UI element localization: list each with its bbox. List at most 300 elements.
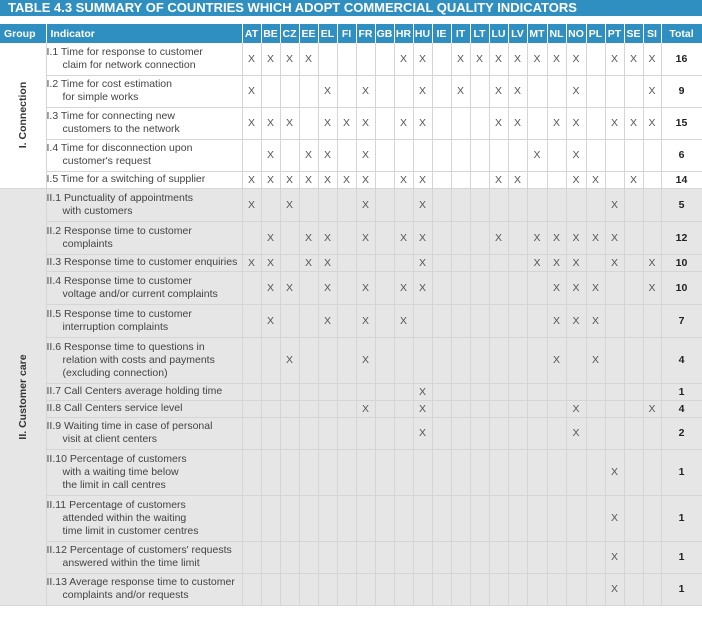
header-country-no: NO bbox=[566, 24, 586, 43]
mark-cell-pt bbox=[605, 171, 624, 188]
table-row bbox=[0, 43, 702, 75]
mark-cell-lu: X bbox=[489, 75, 508, 107]
mark-cell-pl bbox=[586, 449, 605, 495]
mark-cell-fr bbox=[356, 417, 375, 449]
mark-cell-se bbox=[624, 139, 643, 171]
mark-cell-si bbox=[643, 541, 661, 573]
indicator-text: the limit in call centres bbox=[62, 478, 166, 491]
mark-cell-hr bbox=[394, 75, 413, 107]
mark-cell-lv bbox=[508, 573, 527, 605]
mark-cell-pt bbox=[605, 337, 624, 383]
mark-cell-gb bbox=[375, 107, 394, 139]
mark-cell-fr: X bbox=[356, 75, 375, 107]
table-row bbox=[0, 188, 702, 221]
mark-cell-se bbox=[624, 188, 643, 221]
mark-cell-pl bbox=[586, 400, 605, 417]
mark-cell-pl bbox=[586, 75, 605, 107]
mark-cell-pl: X bbox=[586, 337, 605, 383]
mark-cell-hr bbox=[394, 337, 413, 383]
mark-cell-lu bbox=[489, 254, 508, 271]
mark-cell-lv bbox=[508, 417, 527, 449]
mark-cell-fi bbox=[337, 449, 356, 495]
mark-cell-nl bbox=[547, 417, 566, 449]
mark-cell-lt bbox=[470, 400, 489, 417]
header-country-cz: CZ bbox=[280, 24, 299, 43]
mark-cell-si: X bbox=[643, 75, 661, 107]
indicator-text: for simple works bbox=[62, 91, 139, 103]
total-cell: 16 bbox=[661, 43, 702, 75]
table-row bbox=[0, 383, 702, 400]
mark-cell-hu bbox=[413, 573, 432, 605]
mark-cell-hu: X bbox=[413, 254, 432, 271]
group-cell bbox=[0, 43, 46, 188]
mark-cell-pt bbox=[605, 75, 624, 107]
mark-cell-lu bbox=[489, 417, 508, 449]
indicator-text: relation with costs and payments bbox=[62, 353, 215, 366]
mark-cell-se: X bbox=[624, 171, 643, 188]
indicator-text: II.7 Call Centers average holding time bbox=[46, 385, 223, 397]
indicator-text: II.12 Percentage of customers' requests bbox=[46, 544, 232, 556]
mark-cell-ee bbox=[299, 449, 318, 495]
mark-cell-at bbox=[242, 337, 261, 383]
mark-cell-gb bbox=[375, 541, 394, 573]
mark-cell-it bbox=[451, 107, 470, 139]
mark-cell-mt bbox=[527, 75, 547, 107]
indicator-cell bbox=[46, 495, 242, 541]
mark-cell-hu: X bbox=[413, 271, 432, 304]
table-row bbox=[0, 400, 702, 417]
mark-cell-lv bbox=[508, 541, 527, 573]
mark-cell-it bbox=[451, 254, 470, 271]
mark-cell-fi bbox=[337, 541, 356, 573]
mark-cell-ie bbox=[432, 383, 451, 400]
mark-cell-nl: X bbox=[547, 304, 566, 337]
mark-cell-nl: X bbox=[547, 271, 566, 304]
mark-cell-fi bbox=[337, 383, 356, 400]
mark-cell-hr bbox=[394, 495, 413, 541]
mark-cell-nl: X bbox=[547, 221, 566, 254]
mark-cell-pl bbox=[586, 383, 605, 400]
mark-cell-si bbox=[643, 188, 661, 221]
mark-cell-pt: X bbox=[605, 495, 624, 541]
mark-cell-be bbox=[261, 417, 280, 449]
mark-cell-mt bbox=[527, 573, 547, 605]
mark-cell-be bbox=[261, 573, 280, 605]
header-country-ie: IE bbox=[432, 24, 451, 43]
mark-cell-lu bbox=[489, 139, 508, 171]
mark-cell-si bbox=[643, 221, 661, 254]
mark-cell-el bbox=[318, 495, 337, 541]
mark-cell-mt bbox=[527, 337, 547, 383]
indicator-text: with a waiting time below bbox=[62, 465, 179, 478]
mark-cell-nl bbox=[547, 188, 566, 221]
mark-cell-lv: X bbox=[508, 171, 527, 188]
mark-cell-ie bbox=[432, 75, 451, 107]
table-body bbox=[0, 43, 702, 605]
mark-cell-it bbox=[451, 417, 470, 449]
mark-cell-hr: X bbox=[394, 171, 413, 188]
mark-cell-pt: X bbox=[605, 43, 624, 75]
mark-cell-it bbox=[451, 171, 470, 188]
mark-cell-se bbox=[624, 337, 643, 383]
mark-cell-ee: X bbox=[299, 171, 318, 188]
mark-cell-se bbox=[624, 304, 643, 337]
mark-cell-hr: X bbox=[394, 304, 413, 337]
indicator-cell bbox=[46, 573, 242, 605]
mark-cell-si bbox=[643, 383, 661, 400]
indicator-text: interruption complaints bbox=[62, 320, 169, 333]
mark-cell-mt bbox=[527, 171, 547, 188]
mark-cell-hu bbox=[413, 449, 432, 495]
mark-cell-be bbox=[261, 541, 280, 573]
mark-cell-cz bbox=[280, 139, 299, 171]
mark-cell-lv bbox=[508, 221, 527, 254]
mark-cell-lu bbox=[489, 541, 508, 573]
mark-cell-lv bbox=[508, 254, 527, 271]
indicator-text: II.3 Response time to customer enquiries bbox=[46, 256, 238, 268]
mark-cell-lu: X bbox=[489, 43, 508, 75]
mark-cell-pt: X bbox=[605, 188, 624, 221]
mark-cell-mt: X bbox=[527, 221, 547, 254]
header-country-pt: PT bbox=[605, 24, 624, 43]
total-cell: 4 bbox=[661, 337, 702, 383]
mark-cell-fr: X bbox=[356, 271, 375, 304]
mark-cell-pl: X bbox=[586, 271, 605, 304]
mark-cell-nl: X bbox=[547, 337, 566, 383]
mark-cell-fi bbox=[337, 188, 356, 221]
mark-cell-lu bbox=[489, 400, 508, 417]
mark-cell-fi bbox=[337, 254, 356, 271]
total-cell: 15 bbox=[661, 107, 702, 139]
mark-cell-se bbox=[624, 541, 643, 573]
mark-cell-at: X bbox=[242, 107, 261, 139]
indicator-text: II.8 Call Centers service level bbox=[46, 402, 183, 414]
mark-cell-lt bbox=[470, 449, 489, 495]
mark-cell-nl bbox=[547, 495, 566, 541]
mark-cell-ee: X bbox=[299, 221, 318, 254]
mark-cell-be bbox=[261, 383, 280, 400]
mark-cell-fi bbox=[337, 271, 356, 304]
indicator-text: complaints bbox=[62, 237, 113, 250]
mark-cell-ie bbox=[432, 417, 451, 449]
mark-cell-lu: X bbox=[489, 221, 508, 254]
mark-cell-fi bbox=[337, 304, 356, 337]
mark-cell-el bbox=[318, 417, 337, 449]
table-row bbox=[0, 541, 702, 573]
mark-cell-pt: X bbox=[605, 221, 624, 254]
mark-cell-be: X bbox=[261, 221, 280, 254]
mark-cell-ie bbox=[432, 254, 451, 271]
mark-cell-lt bbox=[470, 254, 489, 271]
mark-cell-at bbox=[242, 449, 261, 495]
indicator-cell bbox=[46, 449, 242, 495]
indicator-text: complaints and/or requests bbox=[62, 589, 189, 601]
mark-cell-fr: X bbox=[356, 171, 375, 188]
mark-cell-lt bbox=[470, 304, 489, 337]
mark-cell-cz bbox=[280, 383, 299, 400]
table-row bbox=[0, 449, 702, 495]
mark-cell-mt bbox=[527, 271, 547, 304]
mark-cell-fi bbox=[337, 495, 356, 541]
mark-cell-gb bbox=[375, 304, 394, 337]
mark-cell-fr: X bbox=[356, 337, 375, 383]
mark-cell-hr bbox=[394, 139, 413, 171]
mark-cell-gb bbox=[375, 75, 394, 107]
indicator-cell bbox=[46, 383, 242, 400]
mark-cell-be bbox=[261, 495, 280, 541]
mark-cell-hu: X bbox=[413, 383, 432, 400]
mark-cell-no bbox=[566, 573, 586, 605]
mark-cell-hr bbox=[394, 417, 413, 449]
mark-cell-pt bbox=[605, 383, 624, 400]
header-country-hr: HR bbox=[394, 24, 413, 43]
header-country-fi: FI bbox=[337, 24, 356, 43]
mark-cell-fi bbox=[337, 43, 356, 75]
mark-cell-cz: X bbox=[280, 188, 299, 221]
indicator-text: II.11 Percentage of customers bbox=[46, 498, 186, 511]
mark-cell-mt bbox=[527, 449, 547, 495]
mark-cell-pt: X bbox=[605, 107, 624, 139]
mark-cell-gb bbox=[375, 383, 394, 400]
mark-cell-el: X bbox=[318, 75, 337, 107]
mark-cell-el: X bbox=[318, 171, 337, 188]
mark-cell-hr bbox=[394, 541, 413, 573]
mark-cell-fi bbox=[337, 400, 356, 417]
mark-cell-lv bbox=[508, 139, 527, 171]
table-row bbox=[0, 417, 702, 449]
mark-cell-it bbox=[451, 495, 470, 541]
header-country-hu: HU bbox=[413, 24, 432, 43]
mark-cell-gb bbox=[375, 188, 394, 221]
mark-cell-lu bbox=[489, 271, 508, 304]
mark-cell-no bbox=[566, 449, 586, 495]
mark-cell-pl bbox=[586, 188, 605, 221]
mark-cell-hu: X bbox=[413, 75, 432, 107]
header-country-lv: LV bbox=[508, 24, 527, 43]
mark-cell-se bbox=[624, 449, 643, 495]
total-cell: 7 bbox=[661, 304, 702, 337]
header-country-nl: NL bbox=[547, 24, 566, 43]
header-total: Total bbox=[661, 24, 702, 43]
mark-cell-ie bbox=[432, 495, 451, 541]
indicator-text: customers to the network bbox=[62, 123, 180, 135]
mark-cell-se bbox=[624, 254, 643, 271]
mark-cell-be bbox=[261, 188, 280, 221]
header-country-at: AT bbox=[242, 24, 261, 43]
indicator-text: II.4 Response time to customer bbox=[46, 274, 192, 287]
header-group: Group bbox=[0, 24, 46, 43]
mark-cell-lt bbox=[470, 107, 489, 139]
mark-cell-nl: X bbox=[547, 43, 566, 75]
mark-cell-fr bbox=[356, 449, 375, 495]
mark-cell-el bbox=[318, 573, 337, 605]
mark-cell-cz bbox=[280, 221, 299, 254]
mark-cell-se bbox=[624, 221, 643, 254]
mark-cell-no: X bbox=[566, 271, 586, 304]
mark-cell-lt bbox=[470, 541, 489, 573]
mark-cell-ee: X bbox=[299, 139, 318, 171]
mark-cell-be bbox=[261, 449, 280, 495]
mark-cell-it bbox=[451, 337, 470, 383]
mark-cell-be: X bbox=[261, 271, 280, 304]
mark-cell-cz: X bbox=[280, 337, 299, 383]
header-country-mt: MT bbox=[527, 24, 547, 43]
mark-cell-gb bbox=[375, 271, 394, 304]
mark-cell-no: X bbox=[566, 139, 586, 171]
mark-cell-cz: X bbox=[280, 43, 299, 75]
mark-cell-fi: X bbox=[337, 107, 356, 139]
indicator-cell bbox=[46, 417, 242, 449]
mark-cell-ie bbox=[432, 43, 451, 75]
mark-cell-se bbox=[624, 400, 643, 417]
table-row bbox=[0, 337, 702, 383]
indicator-cell bbox=[46, 171, 242, 188]
commercial-quality-indicators-table bbox=[0, 24, 702, 606]
mark-cell-be: X bbox=[261, 43, 280, 75]
mark-cell-hr: X bbox=[394, 107, 413, 139]
mark-cell-nl bbox=[547, 75, 566, 107]
mark-cell-fr bbox=[356, 541, 375, 573]
mark-cell-lv bbox=[508, 495, 527, 541]
mark-cell-ee bbox=[299, 495, 318, 541]
mark-cell-el: X bbox=[318, 254, 337, 271]
mark-cell-ie bbox=[432, 107, 451, 139]
mark-cell-no: X bbox=[566, 221, 586, 254]
mark-cell-mt bbox=[527, 400, 547, 417]
mark-cell-pl bbox=[586, 43, 605, 75]
mark-cell-pt bbox=[605, 271, 624, 304]
mark-cell-no: X bbox=[566, 254, 586, 271]
header-country-ee: EE bbox=[299, 24, 318, 43]
mark-cell-no bbox=[566, 337, 586, 383]
mark-cell-it bbox=[451, 541, 470, 573]
mark-cell-gb bbox=[375, 43, 394, 75]
indicator-text: customer's request bbox=[62, 155, 151, 167]
mark-cell-be: X bbox=[261, 139, 280, 171]
indicator-cell bbox=[46, 271, 242, 304]
mark-cell-hr: X bbox=[394, 43, 413, 75]
mark-cell-lt bbox=[470, 271, 489, 304]
mark-cell-hu bbox=[413, 495, 432, 541]
mark-cell-be bbox=[261, 75, 280, 107]
mark-cell-mt: X bbox=[527, 139, 547, 171]
mark-cell-nl: X bbox=[547, 254, 566, 271]
indicator-cell bbox=[46, 254, 242, 271]
indicator-text: answered within the time limit bbox=[62, 557, 200, 569]
total-cell: 5 bbox=[661, 188, 702, 221]
total-cell: 2 bbox=[661, 417, 702, 449]
mark-cell-se bbox=[624, 417, 643, 449]
table-row bbox=[0, 75, 702, 107]
mark-cell-gb bbox=[375, 400, 394, 417]
mark-cell-at bbox=[242, 417, 261, 449]
mark-cell-at: X bbox=[242, 43, 261, 75]
mark-cell-fr: X bbox=[356, 400, 375, 417]
mark-cell-cz bbox=[280, 400, 299, 417]
mark-cell-nl bbox=[547, 171, 566, 188]
mark-cell-cz: X bbox=[280, 171, 299, 188]
header-country-pl: PL bbox=[586, 24, 605, 43]
mark-cell-el bbox=[318, 337, 337, 383]
header-country-el: EL bbox=[318, 24, 337, 43]
mark-cell-hr bbox=[394, 449, 413, 495]
mark-cell-mt bbox=[527, 417, 547, 449]
mark-cell-ie bbox=[432, 304, 451, 337]
mark-cell-nl bbox=[547, 573, 566, 605]
mark-cell-no bbox=[566, 541, 586, 573]
mark-cell-pl bbox=[586, 107, 605, 139]
mark-cell-mt bbox=[527, 495, 547, 541]
mark-cell-cz bbox=[280, 573, 299, 605]
mark-cell-cz bbox=[280, 304, 299, 337]
mark-cell-si: X bbox=[643, 254, 661, 271]
mark-cell-nl bbox=[547, 139, 566, 171]
mark-cell-lu bbox=[489, 337, 508, 383]
mark-cell-lu bbox=[489, 449, 508, 495]
mark-cell-fr: X bbox=[356, 221, 375, 254]
mark-cell-pt bbox=[605, 417, 624, 449]
mark-cell-gb bbox=[375, 449, 394, 495]
total-cell: 1 bbox=[661, 573, 702, 605]
mark-cell-hu: X bbox=[413, 171, 432, 188]
mark-cell-si: X bbox=[643, 271, 661, 304]
mark-cell-el: X bbox=[318, 271, 337, 304]
mark-cell-at bbox=[242, 400, 261, 417]
indicator-text: II.5 Response time to customer bbox=[46, 307, 192, 320]
header-country-gb: GB bbox=[375, 24, 394, 43]
mark-cell-se bbox=[624, 573, 643, 605]
mark-cell-no: X bbox=[566, 75, 586, 107]
mark-cell-ee bbox=[299, 188, 318, 221]
mark-cell-pt: X bbox=[605, 254, 624, 271]
mark-cell-fr bbox=[356, 383, 375, 400]
mark-cell-it bbox=[451, 449, 470, 495]
indicator-text: voltage and/or current complaints bbox=[62, 287, 218, 300]
mark-cell-gb bbox=[375, 573, 394, 605]
mark-cell-el bbox=[318, 383, 337, 400]
mark-cell-pt bbox=[605, 139, 624, 171]
indicator-text: II.10 Percentage of customers bbox=[46, 452, 187, 465]
total-cell: 4 bbox=[661, 400, 702, 417]
indicator-text: I.5 Time for a switching of supplier bbox=[46, 173, 206, 185]
mark-cell-si bbox=[643, 573, 661, 605]
mark-cell-it bbox=[451, 221, 470, 254]
total-cell: 1 bbox=[661, 383, 702, 400]
total-cell: 9 bbox=[661, 75, 702, 107]
mark-cell-be: X bbox=[261, 304, 280, 337]
mark-cell-cz bbox=[280, 495, 299, 541]
mark-cell-no bbox=[566, 495, 586, 541]
mark-cell-pl: X bbox=[586, 221, 605, 254]
mark-cell-si bbox=[643, 495, 661, 541]
mark-cell-se: X bbox=[624, 107, 643, 139]
mark-cell-el: X bbox=[318, 139, 337, 171]
mark-cell-lt bbox=[470, 171, 489, 188]
mark-cell-se bbox=[624, 271, 643, 304]
mark-cell-ee bbox=[299, 304, 318, 337]
mark-cell-ee bbox=[299, 541, 318, 573]
mark-cell-cz bbox=[280, 417, 299, 449]
mark-cell-si bbox=[643, 171, 661, 188]
mark-cell-mt: X bbox=[527, 43, 547, 75]
indicator-text: time limit in customer centres bbox=[62, 524, 199, 537]
mark-cell-gb bbox=[375, 337, 394, 383]
mark-cell-at: X bbox=[242, 188, 261, 221]
total-cell: 1 bbox=[661, 541, 702, 573]
mark-cell-mt bbox=[527, 304, 547, 337]
mark-cell-no: X bbox=[566, 107, 586, 139]
mark-cell-at: X bbox=[242, 171, 261, 188]
